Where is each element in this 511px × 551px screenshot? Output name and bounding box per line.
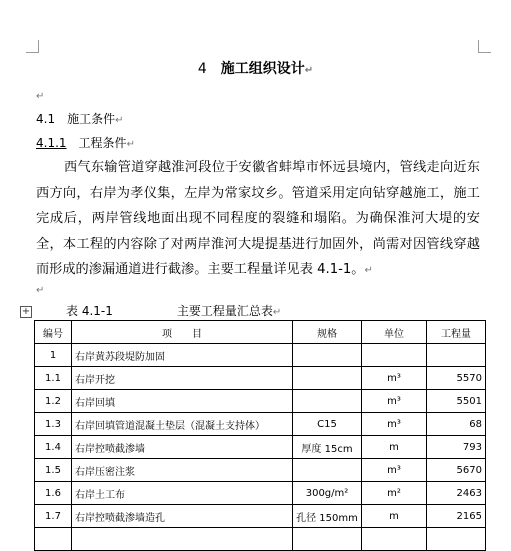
table-row	[35, 505, 486, 528]
table-row	[35, 344, 486, 367]
cell-unit: m³	[362, 390, 427, 413]
cell-unit: m³	[362, 367, 427, 390]
table-row	[35, 459, 486, 482]
cell-spec: 厚度 15cm	[293, 436, 362, 459]
chapter-number: 4	[197, 61, 207, 77]
table-row	[35, 528, 486, 551]
cell-quantity: 5670	[427, 459, 486, 482]
cell-spec	[293, 459, 362, 482]
paragraph-mark: ↵	[115, 115, 124, 126]
header-spec: 规格	[293, 321, 362, 344]
table-row	[35, 390, 486, 413]
cell-quantity: 793	[427, 436, 486, 459]
header-no: 编号	[35, 321, 72, 344]
paragraph-mark: ↵	[126, 139, 135, 150]
section-title-text: 施工条件	[67, 112, 116, 126]
cell-item: 右岸压密注浆	[72, 459, 293, 482]
header-unit: 单位	[362, 321, 427, 344]
subsection-title	[36, 134, 135, 151]
cell-spec	[293, 367, 362, 390]
paragraph-mark: ↵	[272, 307, 282, 318]
cell-no: 1.2	[35, 390, 72, 413]
cell-item: 右岸土工布	[72, 482, 293, 505]
table-header-row	[35, 321, 486, 344]
section-title	[36, 110, 124, 127]
cell-unit: m	[362, 436, 427, 459]
table-caption-text: 主要工程量汇总表	[176, 304, 273, 318]
cell-quantity	[427, 344, 486, 367]
section-number: 4.1	[36, 112, 56, 126]
header-quantity: 工程量	[427, 321, 486, 344]
cell-spec: 孔径 150mm	[293, 505, 362, 528]
subsection-number: 4.1.1	[36, 136, 67, 150]
cell-unit: m²	[362, 482, 427, 505]
crop-mark-top-right	[478, 40, 491, 53]
cell-quantity: 5501	[427, 390, 486, 413]
cell-no: 1.1	[35, 367, 72, 390]
quantity-table	[34, 320, 486, 551]
cell-spec	[293, 528, 362, 551]
cell-quantity: 68	[427, 413, 486, 436]
cell-no: 1.7	[35, 505, 72, 528]
table-move-icon[interactable]: +	[21, 306, 31, 317]
cell-item	[72, 528, 293, 551]
table-row	[35, 367, 486, 390]
cell-item: 右岸控喷截渗墙	[72, 436, 293, 459]
cell-item: 右岸回填管道混凝土垫层（混凝土支持体）	[72, 413, 293, 436]
cell-no	[35, 528, 72, 551]
cell-unit	[362, 344, 427, 367]
table-caption	[66, 302, 281, 319]
crop-mark-top-left	[26, 40, 39, 53]
table-row	[35, 413, 486, 436]
body-paragraph	[36, 155, 480, 283]
cell-unit: m³	[362, 413, 427, 436]
cell-no: 1.4	[35, 436, 72, 459]
cell-item: 右岸回填	[72, 390, 293, 413]
cell-no: 1.3	[35, 413, 72, 436]
table-row	[35, 482, 486, 505]
chapter-title-text: 施工组织设计	[220, 61, 305, 77]
body-paragraph-text: 西气东输管道穿越淮河段位于安徽省蚌埠市怀远县境内，管线走向近东西方向，右岸为孝仪集，左岸为常家坟乡。管道采用定向钻穿越施工，施工完成后，两岸管线地面出现不同程度的裂缝和塌陷。为确保淮河大堤的安全，本工程的内容除了对两岸淮河大堤提基进行加固外，尚需对因管线穿越而形成的渗漏通道进行截渗。主要工程量详见表 4.1-1。	[36, 160, 480, 277]
table-row	[35, 436, 486, 459]
paragraph-mark: ↵	[36, 91, 45, 102]
cell-quantity: 5570	[427, 367, 486, 390]
cell-no: 1	[35, 344, 72, 367]
cell-quantity: 2463	[427, 482, 486, 505]
cell-quantity	[427, 528, 486, 551]
cell-unit	[362, 528, 427, 551]
paragraph-mark: ↵	[304, 65, 314, 76]
table-label: 表 4.1-1	[66, 304, 113, 318]
cell-spec: 300g/m²	[293, 482, 362, 505]
cell-item: 右岸开挖	[72, 367, 293, 390]
subsection-title-text: 工程条件	[78, 136, 127, 150]
cell-item: 右岸黄苏段堤防加固	[72, 344, 293, 367]
header-item: 项 目	[72, 321, 293, 344]
paragraph-mark: ↵	[36, 285, 45, 296]
cell-no: 1.6	[35, 482, 72, 505]
paragraph-mark: ↵	[364, 265, 373, 276]
chapter-title	[0, 58, 511, 78]
cell-no: 1.5	[35, 459, 72, 482]
cell-spec	[293, 344, 362, 367]
cell-spec: C15	[293, 413, 362, 436]
cell-quantity: 2165	[427, 505, 486, 528]
cell-spec	[293, 390, 362, 413]
cell-unit: m³	[362, 459, 427, 482]
cell-item: 右岸控喷截渗墙造孔	[72, 505, 293, 528]
cell-unit: m	[362, 505, 427, 528]
